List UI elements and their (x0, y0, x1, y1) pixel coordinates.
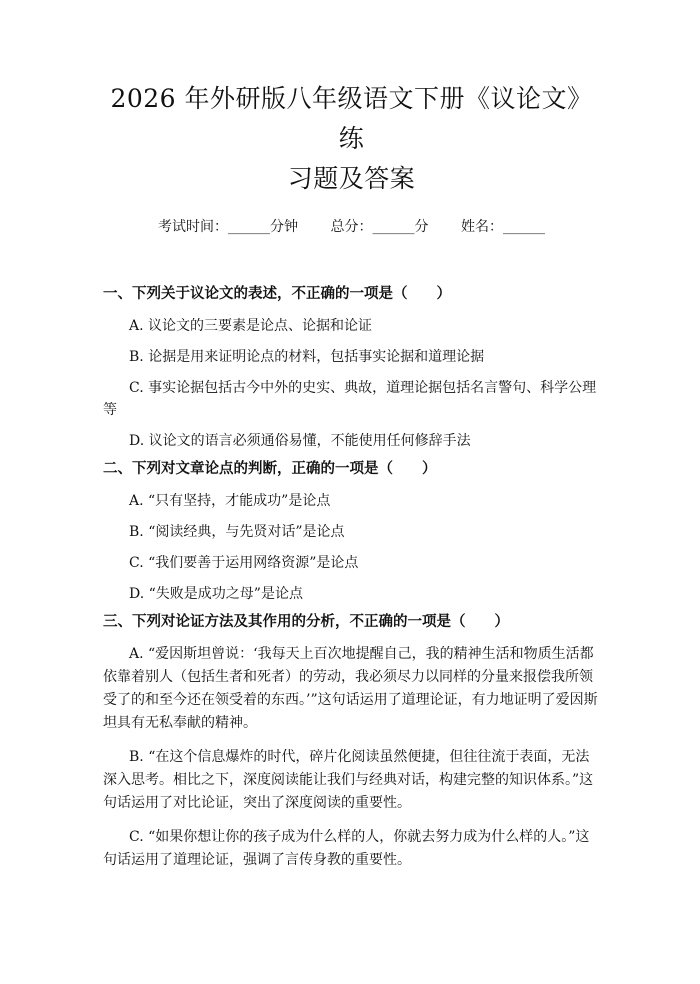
question-2-option-c: C. “我们要善于运用网络资源”是论点 (129, 555, 359, 571)
question-1-option-d: D. 议论文的语言必须通俗易懂，不能使用任何修辞手法 (129, 433, 471, 449)
question-2-option-a: A. “只有坚持，才能成功”是论点 (129, 493, 331, 509)
question-3-option-a: A. “爱因斯坦曾说：‘我每天上百次地提醒自己，我的精神生活和物质生活都依靠着别人（包括生者和死者）的劳动，我必须尽力以同样的分量来报偿我所领受了的和至今还在领受着的东西。’”这句话运用了道理论证，有力地证明了爱因斯坦具有无私奉献的精神。 (103, 646, 598, 731)
question-1-option-a: A. 议论文的三要素是论点、论据和论证 (129, 318, 373, 334)
exam-info (103, 217, 600, 237)
title-line-1: 2026 年外研版八年级语文下册《议论文》练 (110, 84, 593, 153)
title-line-2: 习题及答案 (287, 164, 416, 193)
question-1-option-b: B. 论据是用来证明论点的材料，包括事实论据和道理论据 (129, 349, 485, 365)
question-3-option-b: B. “在这个信息爆炸的时代，碎片化阅读虽然便捷，但往往流于表面，无法深入思考。相比之下，深度阅读能让我们与经典对话，构建完整的知识体系。”这句话运用了对比论证，突出了深度阅读的重要性。 (103, 749, 594, 811)
question-3-option-c: C. “如果你想让你的孩子成为什么样的人，你就去努力成为什么样的人。”这句话运用了道理论证，强调了言传身教的重要性。 (103, 829, 590, 868)
question-2-option-b: B. “阅读经典，与先贤对话”是论点 (129, 524, 345, 540)
question-2-option-d: D. “失败是成功之母”是论点 (129, 586, 303, 602)
document-page (0, 79, 700, 984)
question-2-heading: 二、下列对文章论点的判断，正确的一项是（ ） (103, 461, 437, 477)
question-1-option-c: C. 事实论据包括古今中外的史实、典故，道理论据包括名言警句、科学公理等 (103, 380, 597, 418)
document-title (103, 79, 600, 199)
question-1-heading: 一、下列关于议论文的表述，不正确的一项是（ ） (103, 286, 451, 302)
total-score-field: 总分：______分 (330, 219, 429, 235)
name-field: 姓名：______ (460, 219, 545, 235)
exam-time-field: 考试时间：______分钟 (158, 219, 299, 235)
question-3-heading: 三、下列对论证方法及其作用的分析，不正确的一项是（ ） (103, 614, 509, 630)
